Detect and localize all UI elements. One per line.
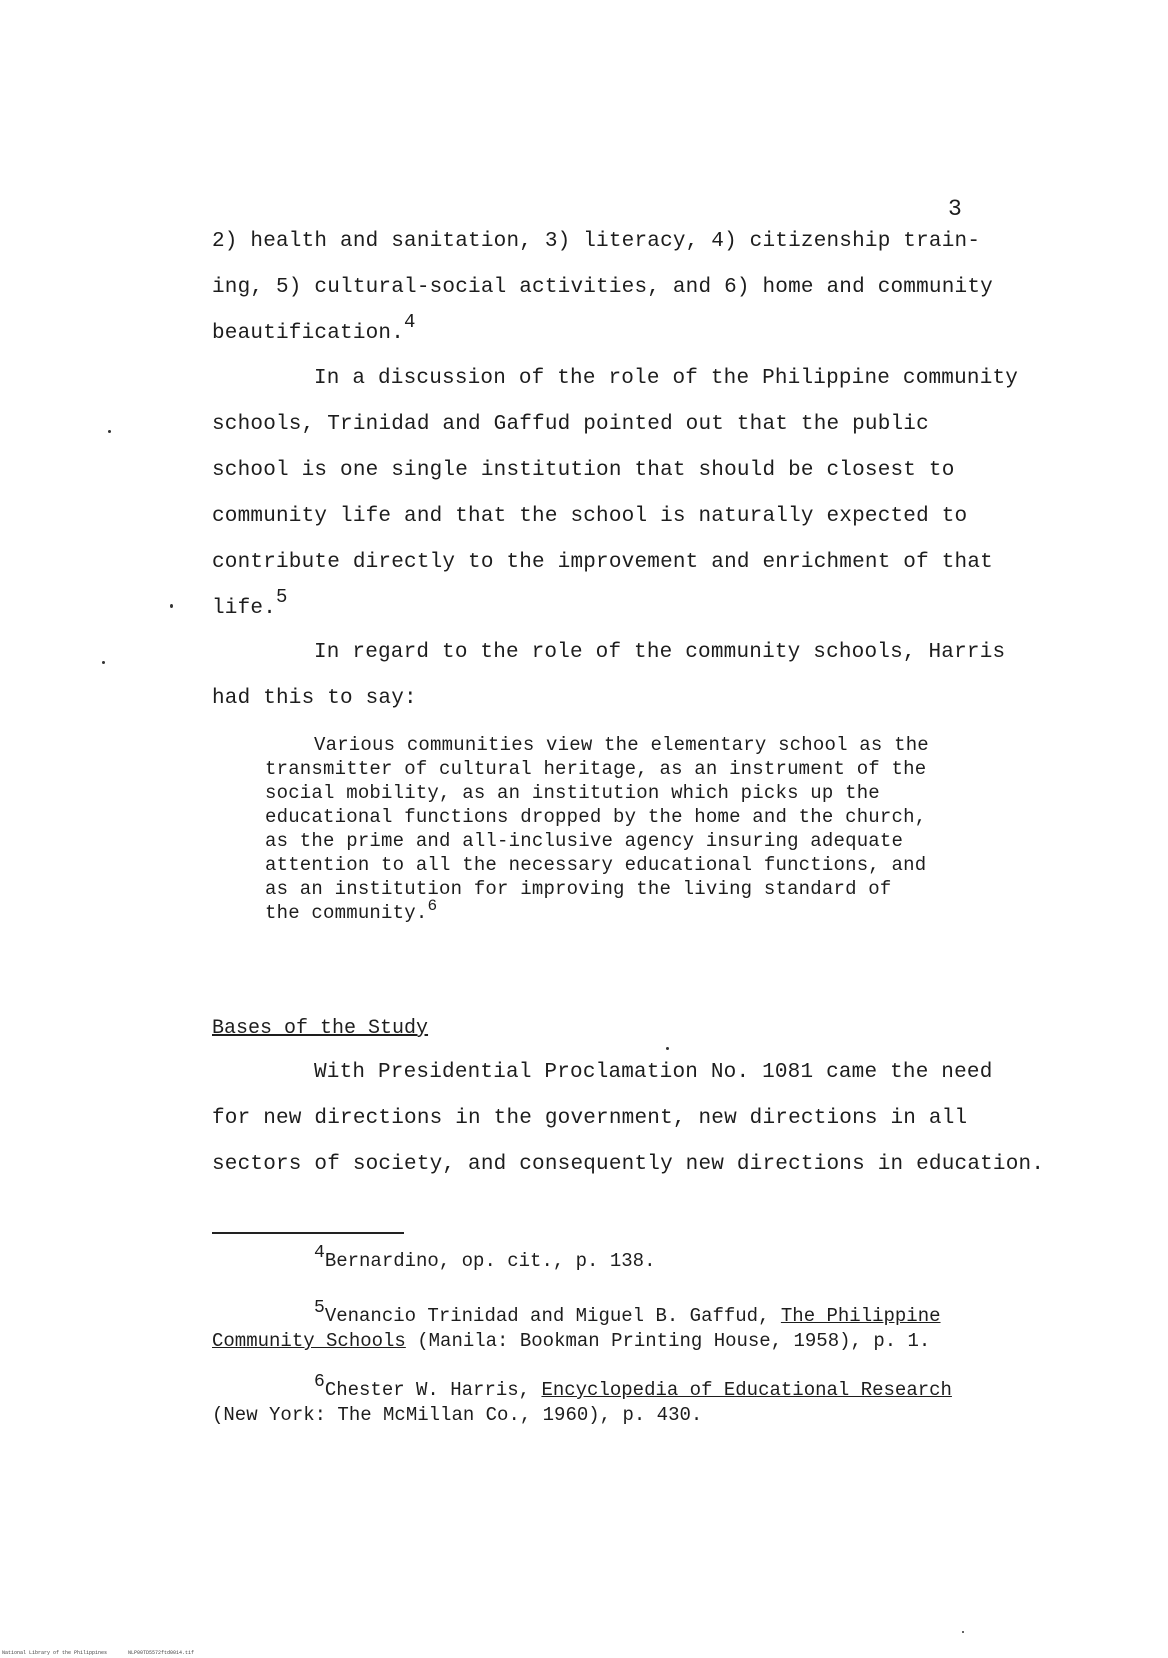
paragraph-line: ing, 5) cultural-social activities, and 6) home and community (212, 276, 993, 299)
footnote-5-cont: Community Schools (Manila: Bookman Printing House, 1958), p. 1. (212, 1330, 931, 1352)
quote-line: transmitter of cultural heritage, as an instrument of the (265, 758, 927, 780)
footnote-6: $^6$Chester W. Harris, Encyclopedia of Educational Research (314, 1372, 952, 1401)
paragraph-line: beautification.$^4$ (212, 311, 416, 345)
quote-line: educational functions dropped by the home and the church, (265, 806, 927, 828)
scan-speck (102, 661, 105, 664)
scan-footer (2, 1650, 212, 1656)
paragraph-line: had this to say: (212, 687, 417, 710)
section-heading: Bases of the Study (212, 1017, 429, 1040)
footnote-6-cont: (New York: The McMillan Co., 1960), p. 430. (212, 1404, 703, 1426)
paragraph-line: 2) health and sanitation, 3) literacy, 4) citizenship train- (212, 230, 981, 253)
footnote-ref-4: 4 (404, 311, 416, 333)
quote-line: as the prime and all-inclusive agency insuring adequate (265, 830, 904, 852)
quote-line: as an institution for improving the living standard of (265, 878, 892, 900)
paragraph-line: for new directions in the government, new directions in all (212, 1107, 968, 1130)
footer-file: NLP00TD5572ftd0014.tif (128, 1650, 195, 1656)
paragraph-line: contribute directly to the improvement and enrichment of that (212, 551, 993, 574)
paragraph-line: In a discussion of the role of the Philippine community (314, 367, 1019, 390)
quote-line: attention to all the necessary educational functions, and (265, 854, 927, 876)
scan-speck (108, 430, 111, 433)
paragraph-line: schools, Trinidad and Gaffud pointed out that the public (212, 413, 929, 436)
footnote-5: $^5$Venancio Trinidad and Miguel B. Gaffud, The Philippine (314, 1298, 941, 1327)
paragraph-line: sectors of society, and consequently new directions in education. (212, 1153, 1045, 1176)
page-number: 3 (948, 196, 962, 222)
footnote-ref-6: 6 (427, 897, 438, 915)
paragraph-line: In regard to the role of the community schools, Harris (314, 641, 1006, 664)
footnote-ref-5: 5 (276, 586, 288, 608)
scan-speck (170, 604, 173, 608)
footnote-4: $^4$Bernardino, op. cit., p. 138. (314, 1243, 656, 1272)
paragraph-line: life.$^5$ (212, 586, 288, 620)
paragraph-line: With Presidential Proclamation No. 1081 came the need (314, 1061, 993, 1084)
scan-speck (962, 1631, 964, 1633)
paragraph-line: community life and that the school is naturally expected to (212, 505, 968, 528)
footnote-separator (212, 1232, 404, 1234)
quote-line: Various communities view the elementary school as the (314, 734, 929, 756)
paragraph-line: school is one single institution that should be closest to (212, 459, 955, 482)
quote-line: the community.$^6$ (265, 897, 438, 924)
scan-speck (666, 1047, 669, 1050)
footer-library: National Library of the Philippines (2, 1650, 108, 1656)
quote-line: social mobility, as an institution which picks up the (265, 782, 880, 804)
